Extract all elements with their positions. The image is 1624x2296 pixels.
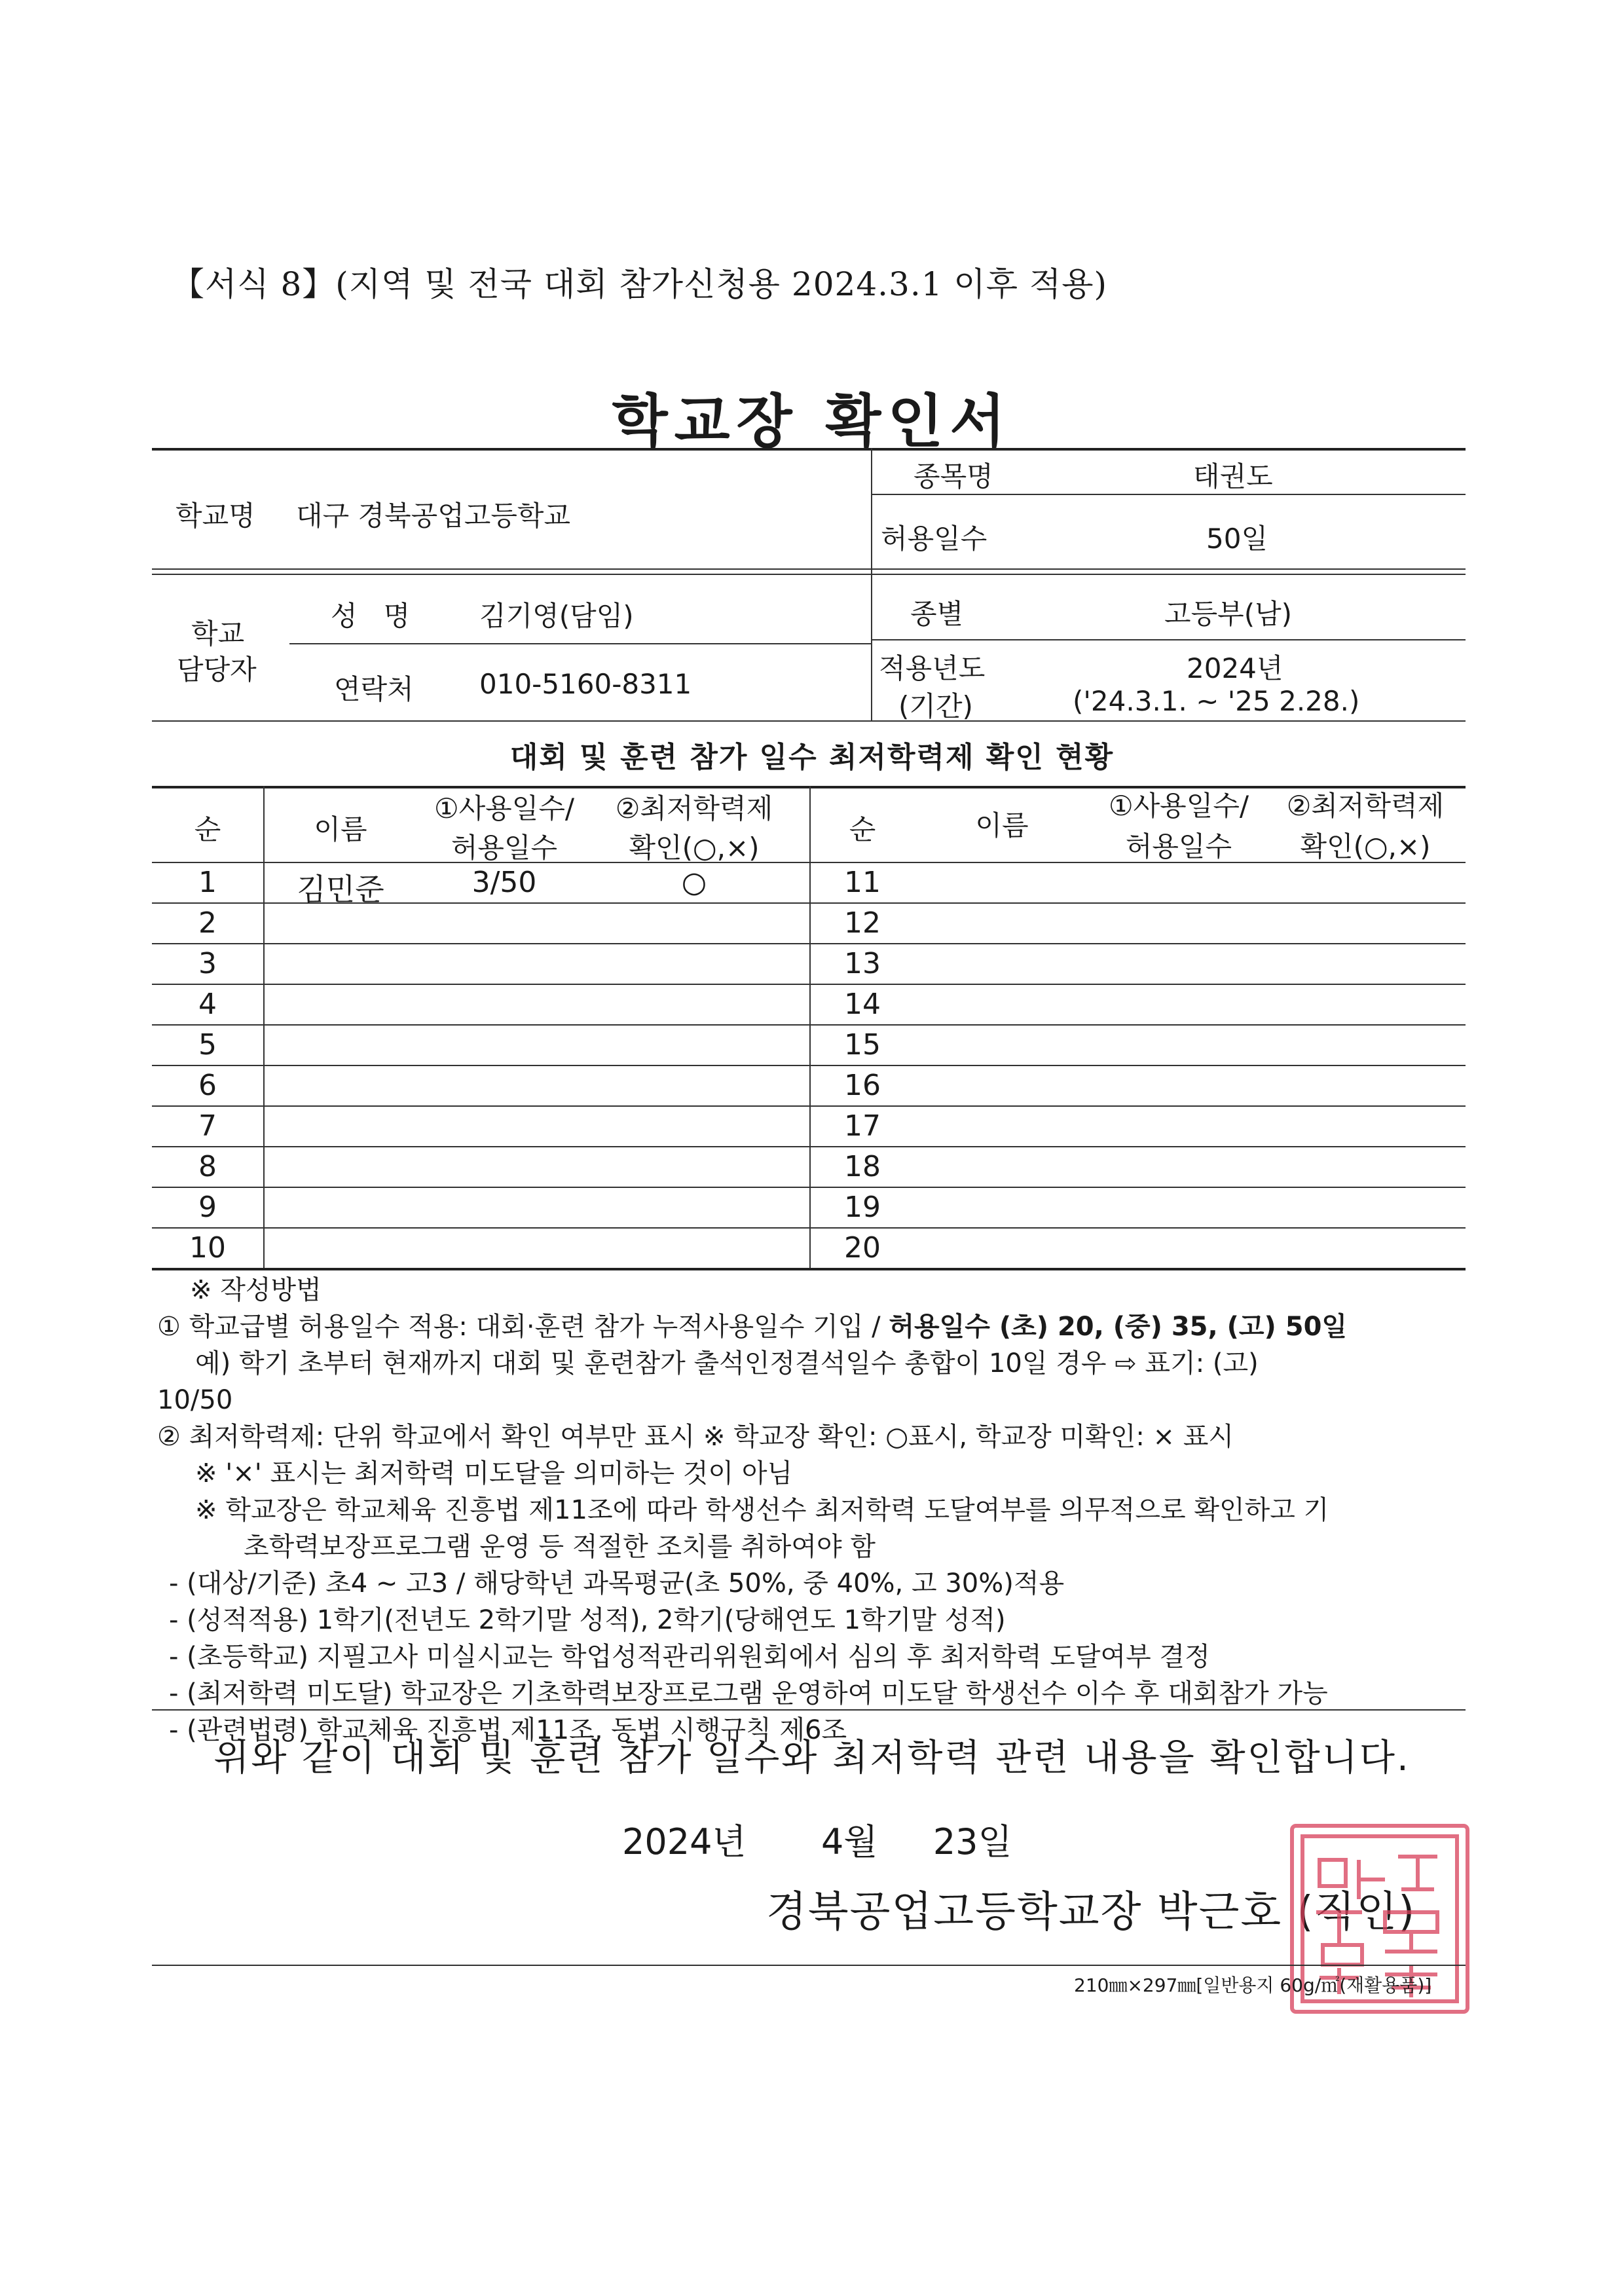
table-row-divider xyxy=(152,943,1466,944)
division-label: 종별 xyxy=(910,598,964,630)
year-value: 2024년 xyxy=(1187,652,1283,684)
row-no-right: 18 xyxy=(844,1150,881,1183)
info-row-divider-4 xyxy=(289,643,871,644)
header-check-right-2: 확인(○,×) xyxy=(1300,830,1431,862)
note-2-a: ※ '×' 표시는 최저학력 미도달을 의미하는 것이 아님 xyxy=(195,1458,793,1489)
note-1-text: ① 학교급별 허용일수 적용: 대회·훈련 참가 누적사용일수 기입 / xyxy=(157,1312,889,1342)
row-no: 5 xyxy=(198,1028,217,1062)
note-2-c: 초학력보장프로그램 운영 등 적절한 조치를 취하여야 함 xyxy=(244,1532,876,1562)
row-no: 10 xyxy=(189,1231,226,1265)
header-days-left-2: 허용일수 xyxy=(451,832,558,864)
note-2: ② 최저학력제: 단위 학교에서 확인 여부만 표시 ※ 학교장 확인: ○표시, 학교장 미확인: × 표시 xyxy=(157,1422,1234,1452)
row-no-right: 12 xyxy=(844,906,881,940)
header-check-left-2: 확인(○,×) xyxy=(629,832,760,864)
row-no: 7 xyxy=(198,1109,217,1143)
info-bottom-border xyxy=(152,720,1466,722)
note-1 xyxy=(157,1308,1347,1345)
header-days-right-1: ①사용일수/ xyxy=(1108,790,1249,822)
year-label-2: (기간) xyxy=(898,690,973,722)
division-value: 고등부(남) xyxy=(1164,598,1293,630)
header-days-left-1: ①사용일수/ xyxy=(434,792,575,824)
year-label-1: 적용년도 xyxy=(879,652,986,684)
table-col-divider-1 xyxy=(263,786,265,1268)
info-row-divider-3 xyxy=(152,574,1466,575)
date-year: 2024년 xyxy=(622,1821,747,1862)
period-value: ('24.3.1. ~ '25 2.28.) xyxy=(1073,685,1360,717)
date-month: 4월 xyxy=(821,1821,878,1862)
name-value: 김기영(담임) xyxy=(479,600,634,632)
document-title: 학교장 확인서 xyxy=(612,388,1012,455)
row-no: 4 xyxy=(198,988,217,1021)
sport-label: 종목명 xyxy=(913,460,993,492)
row-days: 3/50 xyxy=(471,866,537,899)
header-no-left: 순 xyxy=(194,813,221,845)
table-row-divider xyxy=(152,1187,1466,1188)
row-no-right: 11 xyxy=(844,866,881,899)
note-1-example: 예) 학기 초부터 현재까지 대회 및 훈련참가 출석인정결석일수 총합이 10일 경우 ⇨ 표기: (고) xyxy=(195,1348,1259,1379)
row-no-right: 17 xyxy=(844,1109,881,1143)
detail-5: - (관련법령) 학교체육 진흥법 제11조, 동법 시행규칙 제6조 xyxy=(169,1715,847,1745)
name-label: 성 명 xyxy=(331,600,411,632)
row-no-right: 20 xyxy=(844,1231,881,1265)
form-header: 【서식 8】(지역 및 전국 대회 참가신청용 2024.3.1 이후 적용) xyxy=(172,265,1108,303)
row-no: 8 xyxy=(198,1150,217,1183)
manager-label-2: 담당자 xyxy=(177,654,257,686)
instructions xyxy=(157,1272,1347,1749)
principal-signature: 경북공업고등학교장 박근호 (직인) xyxy=(766,1888,1416,1936)
row-no: 1 xyxy=(198,866,217,899)
date-day: 23일 xyxy=(932,1821,1012,1862)
school-name: 대구 경북공업고등학교 xyxy=(296,500,571,532)
header-no-right: 순 xyxy=(849,813,876,845)
note-2-b: ※ 학교장은 학교체육 진흥법 제11조에 따라 학생선수 최저학력 도달여부를 의무적으로 확인하고 기 xyxy=(195,1495,1329,1525)
paper-spec: 210㎜×297㎜[일반용지 60g/㎡(재활용품)] xyxy=(1074,1974,1432,1996)
row-no-right: 19 xyxy=(844,1191,881,1224)
table-subtitle: 대회 및 훈련 참가 일수 최저학력제 확인 현황 xyxy=(509,741,1115,774)
row-no: 3 xyxy=(198,947,217,980)
row-no-right: 16 xyxy=(844,1069,881,1102)
info-row-divider-5 xyxy=(871,639,1466,640)
row-no-right: 15 xyxy=(844,1028,881,1062)
detail-2: - (성적적용) 1학기(전년도 2학기말 성적), 2학기(당해연도 1학기말 성적) xyxy=(169,1605,1006,1635)
table-row-divider xyxy=(152,1024,1466,1026)
contact-label: 연락처 xyxy=(334,673,414,705)
manager-label-1: 학교 xyxy=(191,618,245,650)
row-name: 김민준 xyxy=(297,872,384,907)
row-check: ○ xyxy=(681,866,707,899)
sport-value: 태권도 xyxy=(1193,460,1273,492)
header-check-right-1: ②최저학력제 xyxy=(1286,790,1445,822)
confirmation-text: 위와 같이 대회 및 훈련 참가 일수와 최저학력 관련 내용을 확인합니다. xyxy=(213,1737,1411,1779)
row-no-right: 14 xyxy=(844,988,881,1021)
notes-heading: ※ 작성방법 xyxy=(190,1275,322,1305)
row-no: 2 xyxy=(198,906,217,940)
table-bottom-border xyxy=(152,1268,1466,1270)
table-row-divider xyxy=(152,1146,1466,1147)
detail-3: - (초등학교) 지필고사 미실시교는 학업성적관리위원회에서 심의 후 최저학력 도달여부 결정 xyxy=(169,1642,1210,1672)
detail-1: - (대상/기준) 초4 ~ 고3 / 해당학년 과목평균(초 50%, 중 40%, 고 30%)적용 xyxy=(169,1568,1065,1599)
row-no: 6 xyxy=(198,1069,217,1102)
contact-value: 010-5160-8311 xyxy=(479,668,692,700)
allowed-days-value: 50일 xyxy=(1206,523,1268,555)
header-days-right-2: 허용일수 xyxy=(1125,830,1232,862)
info-mid-divider xyxy=(871,448,872,720)
header-name-right: 이름 xyxy=(975,809,1029,842)
footer-rule xyxy=(152,1965,1466,1966)
note-1-example-cont: 10/50 xyxy=(157,1385,233,1415)
school-label: 학교명 xyxy=(175,500,255,532)
table-row-divider xyxy=(152,984,1466,985)
info-row-divider-2 xyxy=(152,568,1466,570)
row-no: 9 xyxy=(198,1191,217,1224)
allowed-days-label: 허용일수 xyxy=(881,523,987,555)
row-no-right: 13 xyxy=(844,947,881,980)
issue-date xyxy=(622,1814,1012,1864)
detail-4: - (최저학력 미도달) 학교장은 기초학력보장프로그램 운영하여 미도달 학생선수 이수 후 대회참가 가능 xyxy=(169,1678,1328,1709)
info-top-border xyxy=(152,448,1466,451)
table-row-divider xyxy=(152,1105,1466,1107)
note-1-bold: 허용일수 (초) 20, (중) 35, (고) 50일 xyxy=(889,1312,1348,1342)
table-col-divider-2 xyxy=(809,786,811,1268)
table-row-divider xyxy=(152,1227,1466,1229)
header-name-left: 이름 xyxy=(314,813,367,845)
table-row-divider xyxy=(152,1065,1466,1066)
header-check-left-1: ②최저학력제 xyxy=(615,792,773,824)
notes-bottom-border xyxy=(152,1709,1466,1711)
